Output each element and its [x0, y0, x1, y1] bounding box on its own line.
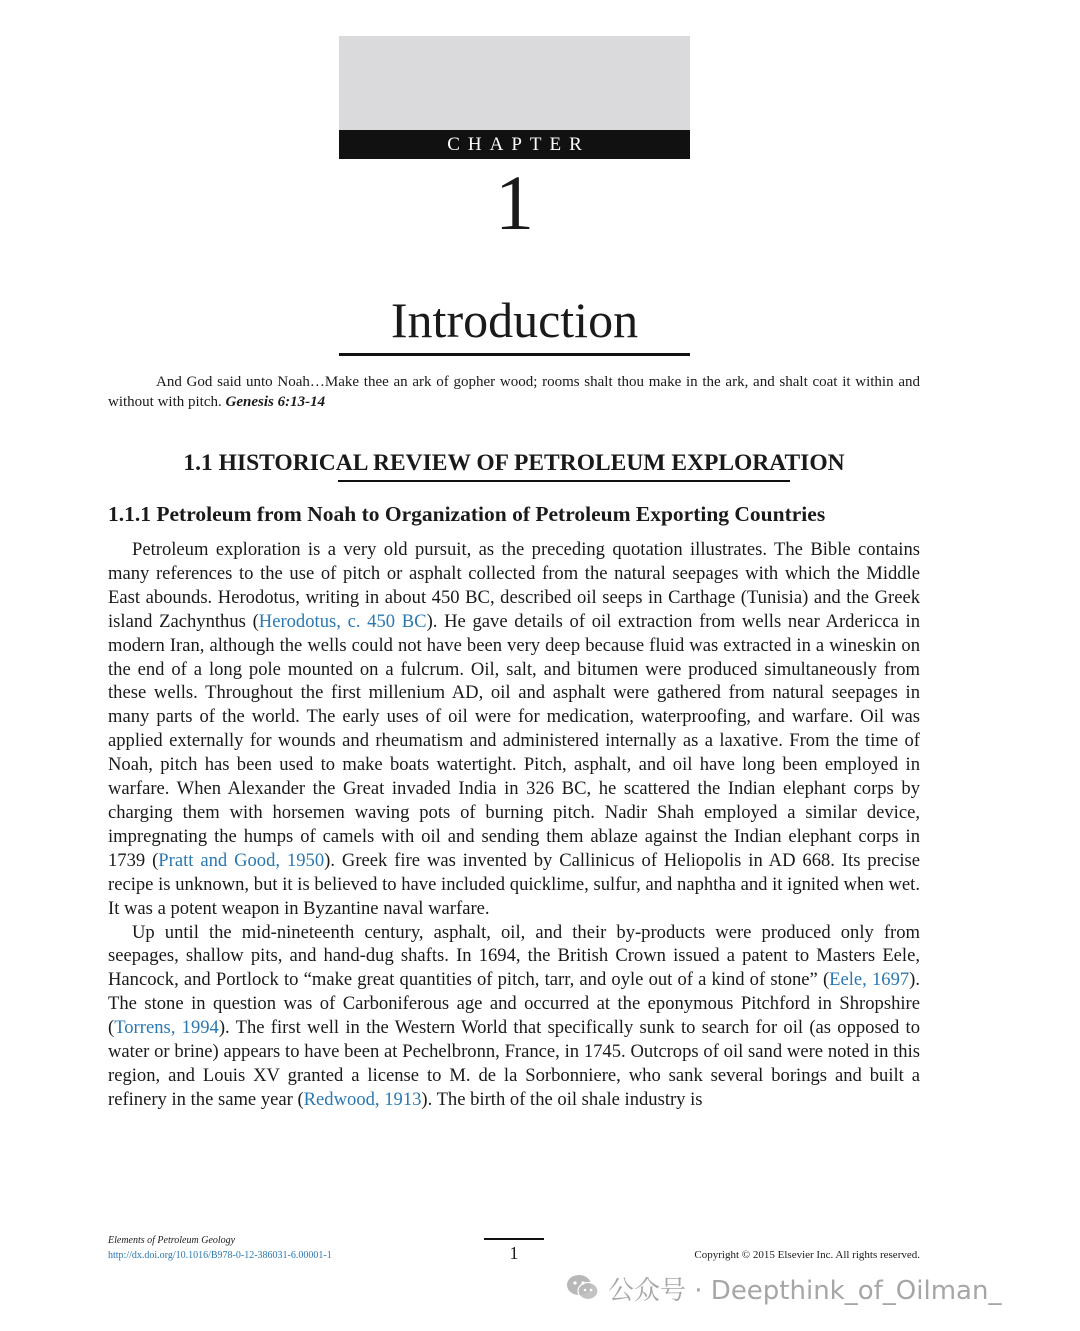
wechat-icon [566, 1273, 600, 1303]
title-rule [339, 353, 690, 356]
doi-link[interactable]: http://dx.doi.org/10.1016/B978-0-12-386031-6.00001-1 [108, 1250, 332, 1261]
citation-link[interactable]: Torrens, 1994 [114, 1017, 219, 1039]
footer-left [108, 1233, 448, 1263]
citation-link[interactable]: Eele, 1697 [829, 969, 910, 991]
subsection-heading: 1.1.1 Petroleum from Noah to Organization of Petroleum Exporting Countries [108, 502, 826, 526]
paragraph [108, 921, 920, 1112]
book-title: Elements of Petroleum Geology [108, 1235, 236, 1246]
citation-link[interactable]: Pratt and Good, 1950 [158, 849, 325, 871]
chapter-header-block [339, 36, 690, 130]
epigraph [108, 372, 920, 412]
paragraph-text: ). The stone in question was of Carboniferous age and occurred at the eponymous Pitchford in Shropshire ( [108, 969, 921, 1039]
epigraph-text: And God said unto Noah…Make thee an ark of gopher wood; rooms shalt thou make in the ark, and shalt coat it within and without with pitch. [108, 374, 920, 410]
copyright: Copyright © 2015 Elsevier Inc. All rights reserved. [694, 1249, 920, 1261]
page-number: 1 [509, 1243, 519, 1263]
chapter-label: CHAPTER [339, 130, 690, 159]
watermark [566, 1270, 1056, 1306]
section-heading: 1.1 HISTORICAL REVIEW OF PETROLEUM EXPLORATION [183, 450, 845, 476]
epigraph-reference: Genesis 6:13-14 [225, 394, 326, 410]
paragraph-text: Up until the mid-nineteenth century, asphalt, oil, and their by-products were produced only from seepages, shallow pits, and hand-dug shafts. In 1694, the British Crown issued a patent to Masters Eele, Hancock, and Portlock to “make great quantities of pitch, tarr, and oyle out of a kind of stone” ( [108, 921, 920, 991]
paragraph-text: ). He gave details of oil extraction from wells near Ardericca in modern Iran, although the wells could not have been very deep because fluid was extracted in a wineskin on the end of a long pole mounted on a fulcrum. Oil, salt, and bitumen were produced simultaneously from these wells. Throughout the first millenium AD, oil and asphalt were gathered from natural seepages in many parts of the world. The early uses of oil were for medication, waterproofing, and warfare. Oil was applied externally for wounds and rheumatism and administered internally as a laxative. From the time of Noah, pitch has been used to make boats watertight. Pitch, asphalt, and oil have long been employed in warfare. When Alexander the Great invaded India in 326 BC, he scattered the Indian elephant corps by charging them with horsemen waving pots of burning pitch. Nadir Shah employed a similar device, impregnating the humps of camels with oil and sending them ablaze against the Indian elephant corps in 1739 ( [108, 610, 921, 871]
paragraph-text: ). The birth of the oil shale industry is [421, 1088, 703, 1110]
paragraph-text: ). Greek fire was invented by Callinicus of Heliopolis in AD 668. Its precise recipe is unknown, but it is believed to have included quicklime, sulfur, and naphtha and it ignited when wet. It was a potent weapon in Byzantine naval warfare. [108, 849, 921, 919]
paragraph [108, 538, 920, 921]
citation-link[interactable]: Herodotus, c. 450 BC [258, 610, 427, 632]
chapter-title: Introduction [390, 292, 639, 348]
chapter-number: 1 [495, 159, 534, 246]
section-rule [338, 480, 790, 482]
paragraph-text: ). The first well in the Western World that specifically sunk to search for oil (as opposed to water or brine) appears to have been at Pechelbronn, France, in 1745. Outcrops of oil sand were noted in this region, and Louis XV granted a license to M. de la Sorbonniere, who sank several borings and built a refinery in the same year ( [108, 1017, 920, 1110]
paragraph-text: Petroleum exploration is a very old pursuit, as the preceding quotation illustrates. The Bible contains many references to the use of pitch or asphalt collected from the natural seepages with which the Middle East abounds. Herodotus, writing in about 450 BC, described oil seeps in Carthage (Tunisia) and the Greek island Zachynthus ( [108, 539, 920, 632]
watermark-text: 公众号 · Deepthink_of_Oilman_ [608, 1275, 1002, 1306]
citation-link[interactable]: Redwood, 1913 [303, 1088, 422, 1110]
footer-rule [484, 1238, 544, 1240]
body-text [108, 538, 920, 1112]
